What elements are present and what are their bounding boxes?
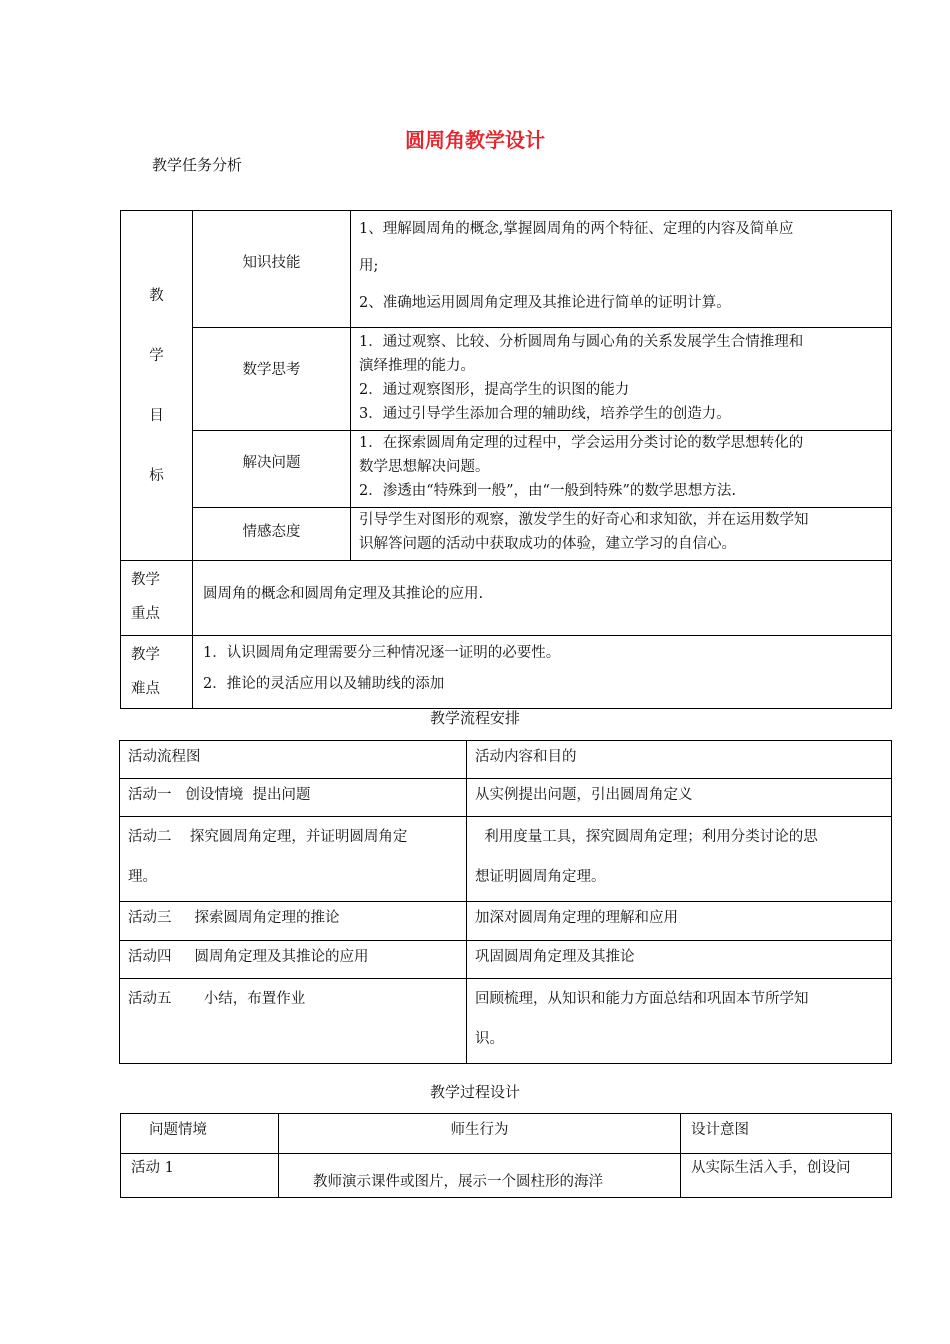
flow-heading: 教学流程安排	[429, 709, 520, 727]
flow-activity-cell	[120, 779, 467, 817]
key-point-content-cell	[193, 561, 892, 636]
process-situation: 活动 1	[131, 1160, 174, 1176]
goals-table	[120, 210, 892, 709]
process-behavior-cell	[279, 1154, 681, 1198]
document-title: 圆周角教学设计	[405, 128, 545, 152]
difficulty-line: 2．推论的灵活应用以及辅助线的添加	[203, 676, 445, 692]
goal-name-cell	[193, 328, 351, 431]
process-header-cell	[681, 1114, 892, 1154]
goal-line: 2、准确地运用圆周角定理及其推论进行简单的证明计算。	[359, 295, 731, 311]
flow-purpose-cell	[467, 817, 892, 902]
flow-activity: 活动一 创设情境 提出问题	[128, 787, 311, 803]
goal-line: 2．渗透由“特殊到一般”，由“一般到特殊”的数学思想方法.	[359, 483, 736, 499]
flow-activity-cell	[120, 941, 467, 979]
goal-content-cell	[351, 508, 892, 561]
difficulty-label: 难点	[131, 681, 160, 697]
flow-purpose: 巩固圆周角定理及其推论	[475, 949, 635, 965]
flow-purpose-cell	[467, 941, 892, 979]
flow-activity: 活动二 探究圆周角定理，并证明圆周角定	[128, 829, 408, 845]
flow-header-cell	[467, 741, 892, 779]
flow-purpose: 从实例提出问题，引出圆周角定义	[475, 787, 693, 803]
key-point-label: 教学	[131, 572, 160, 588]
flow-purpose: 识。	[475, 1031, 504, 1047]
process-header: 设计意图	[691, 1122, 749, 1138]
goal-name: 情感态度	[242, 524, 301, 540]
flow-header: 活动内容和目的	[475, 749, 577, 765]
flow-activity: 活动三 探索圆周角定理的推论	[128, 910, 340, 926]
process-intent: 从实际生活入手，创设问	[691, 1160, 851, 1176]
key-point-label: 重点	[131, 606, 160, 622]
goals-label-cell	[121, 211, 193, 561]
flow-purpose: 利用度量工具，探究圆周角定理；利用分类讨论的思	[475, 829, 818, 845]
goal-line: 演绎推理的能力。	[359, 358, 475, 374]
flow-purpose: 加深对圆周角定理的理解和应用	[475, 910, 678, 926]
goal-content-cell	[351, 328, 892, 431]
flow-activity-cell	[120, 817, 467, 902]
difficulty-label: 教学	[131, 647, 160, 663]
flow-header-cell	[120, 741, 467, 779]
flow-purpose-cell	[467, 979, 892, 1064]
key-point-label-cell	[121, 561, 193, 636]
difficulty-label-cell	[121, 636, 193, 709]
process-table	[120, 1113, 892, 1198]
flow-purpose-cell	[467, 902, 892, 941]
goal-line: 引导学生对图形的观察，激发学生的好奇心和求知欲，并在运用数学知	[359, 512, 809, 528]
goals-label-char: 目	[149, 407, 164, 424]
goals-label-char: 教	[149, 287, 164, 304]
goal-line: 数学思想解决问题。	[359, 459, 490, 475]
goals-label-char: 学	[149, 347, 164, 364]
flow-purpose-cell	[467, 779, 892, 817]
goal-line: 1．在探索圆周角定理的过程中，学会运用分类讨论的数学思想转化的	[359, 435, 804, 451]
flow-header: 活动流程图	[128, 749, 201, 765]
flow-purpose: 想证明圆周角定理。	[475, 869, 606, 885]
flow-activity-cell	[120, 979, 467, 1064]
flow-activity: 理。	[128, 869, 157, 885]
process-behavior: 教师演示课件或图片，展示一个圆柱形的海洋	[313, 1174, 603, 1190]
goal-line: 用;	[359, 258, 379, 274]
process-intent-cell	[681, 1154, 892, 1198]
process-header: 师生行为	[450, 1122, 509, 1138]
goal-name-cell	[193, 431, 351, 508]
flow-activity: 活动五 小结，布置作业	[128, 991, 306, 1007]
difficulty-content-cell	[193, 636, 892, 709]
process-situation-cell	[121, 1154, 279, 1198]
goal-name: 数学思考	[242, 362, 301, 378]
difficulty-line: 1．认识圆周角定理需要分三种情况逐一证明的必要性。	[203, 645, 561, 661]
flow-activity-cell	[120, 902, 467, 941]
process-header-cell	[121, 1114, 279, 1154]
task-analysis-heading: 教学任务分析	[152, 156, 243, 174]
goal-line: 1．通过观察、比较、分析圆周角与圆心角的关系发展学生合情推理和	[359, 334, 804, 350]
process-header: 问题情境	[149, 1122, 207, 1138]
goal-name-cell	[193, 211, 351, 328]
process-header-cell	[279, 1114, 681, 1154]
goals-label-char: 标	[149, 467, 164, 484]
key-point-text: 圆周角的概念和圆周角定理及其推论的应用.	[203, 586, 484, 602]
goal-name: 知识技能	[242, 255, 301, 271]
process-heading: 教学过程设计	[429, 1083, 520, 1101]
goal-line: 识解答问题的活动中获取成功的体验，建立学习的自信心。	[359, 536, 736, 552]
flow-table	[119, 740, 892, 1064]
goal-content-cell	[351, 431, 892, 508]
goal-name-cell	[193, 508, 351, 561]
goal-line: 1、理解圆周角的概念,掌握圆周角的两个特征、定理的内容及简单应	[359, 221, 794, 237]
goal-line: 2．通过观察图形，提高学生的识图的能力	[359, 382, 630, 398]
goal-line: 3．通过引导学生添加合理的辅助线，培养学生的创造力。	[359, 406, 731, 422]
flow-activity: 活动四 圆周角定理及其推论的应用	[128, 949, 369, 965]
goal-name: 解决问题	[242, 455, 301, 471]
goal-content-cell	[351, 211, 892, 328]
flow-purpose: 回顾梳理，从知识和能力方面总结和巩固本节所学知	[475, 991, 809, 1007]
